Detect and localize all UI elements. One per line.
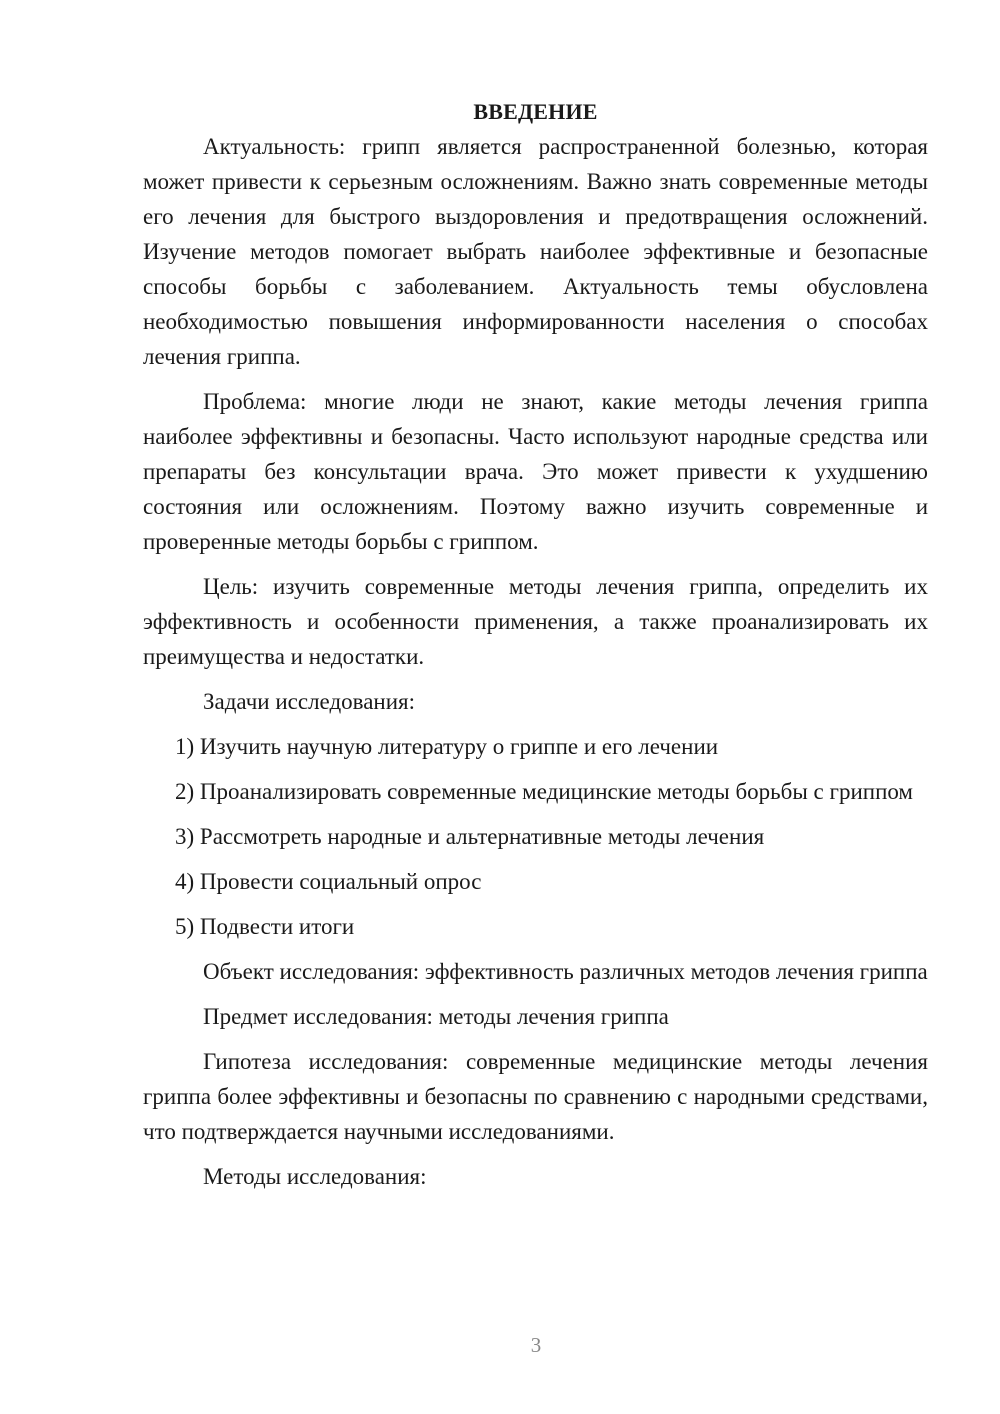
task-item-1: 1) Изучить научную литературу о гриппе и его лечении (175, 734, 719, 759)
paragraph-methods: Методы исследования: (203, 1164, 427, 1189)
paragraph-problem: Проблема: многие люди не знают, какие методы лечения гриппа наиболее эффективны и безопасны. Часто используют народные средства или препараты без консультации врача. Это может привести к ухудшению состояния или осложнениям. Поэтому важно изучить современные и проверенные методы борьбы с гриппом. (143, 389, 928, 554)
task-item-2: 2) Проанализировать современные медицинские методы борьбы с гриппом (175, 779, 913, 804)
paragraph-goal: Цель: изучить современные методы лечения гриппа, определить их эффективность и особенности применения, а также проанализировать их преимущества и недостатки. (143, 574, 928, 669)
paragraph-tasks-heading: Задачи исследования: (203, 689, 416, 714)
task-item-4: 4) Провести социальный опрос (175, 869, 482, 894)
paragraph-object: Объект исследования: эффективность различных методов лечения гриппа (203, 959, 928, 984)
page-content (143, 94, 928, 1194)
page-number: 3 (530, 1333, 542, 1357)
task-item-3: 3) Рассмотреть народные и альтернативные методы лечения (175, 824, 765, 849)
section-title: ВВЕДЕНИЕ (473, 99, 598, 124)
paragraph-hypothesis: Гипотеза исследования: современные медицинские методы лечения гриппа более эффективны и безопасны по сравнению с народными средствами, что подтверждается научными исследованиями. (143, 1049, 928, 1144)
task-item-5: 5) Подвести итоги (175, 914, 355, 939)
paragraph-relevance: Актуальность: грипп является распространенной болезнью, которая может привести к серьезным осложнениям. Важно знать современные методы его лечения для быстрого выздоровления и предотвращения осложнений. Изучение методов помогает выбрать наиболее эффективные и безопасные способы борьбы с заболеванием. Актуальность темы обусловлена необходимостью повышения информированности населения о способах лечения гриппа. (143, 134, 928, 369)
paragraph-subject: Предмет исследования: методы лечения гриппа (203, 1004, 669, 1029)
